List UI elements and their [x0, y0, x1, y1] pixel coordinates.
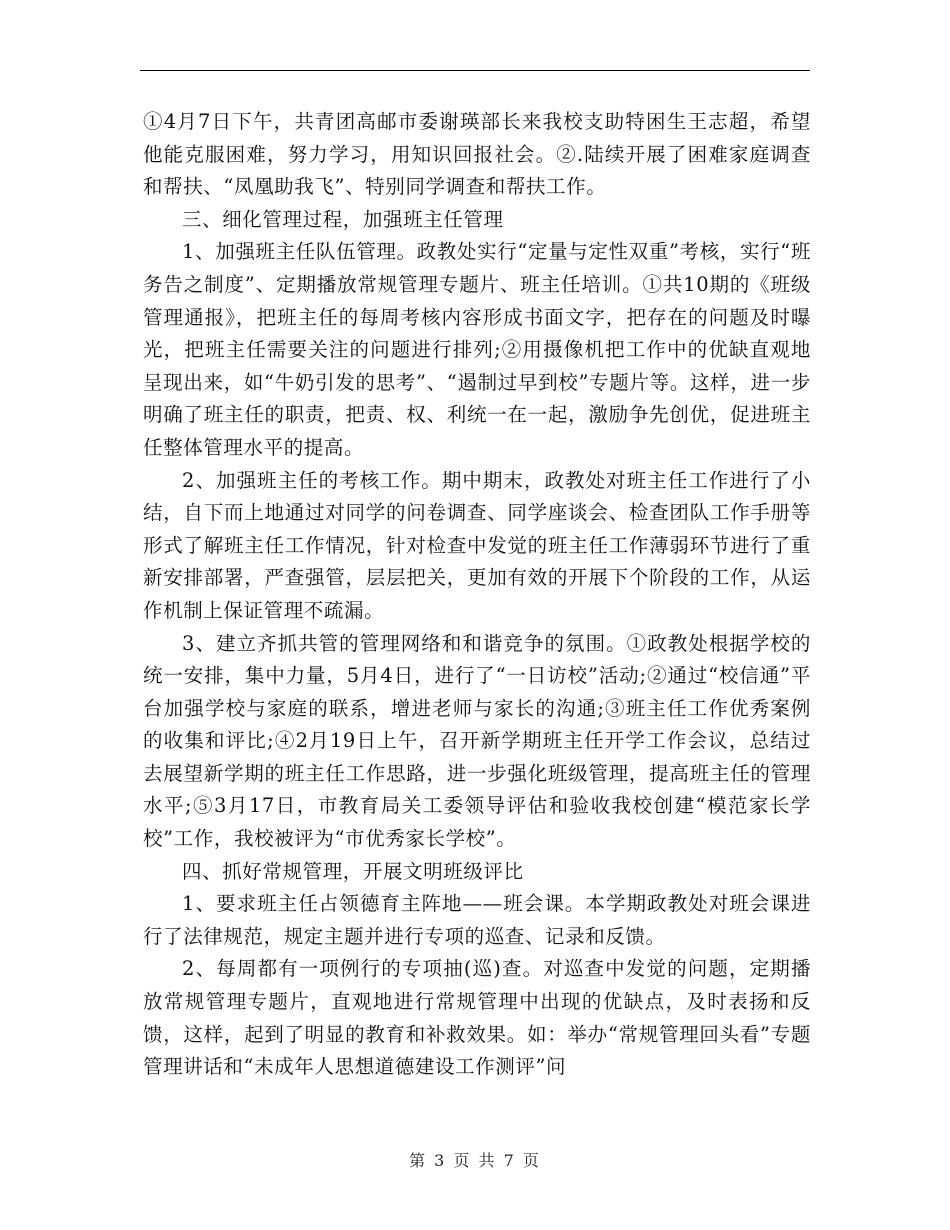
paragraph-network: 3、建立齐抓共管的管理网络和和谐竞争的氛围。①政教处根据学校的统一安排，集中力量，5月4日，进行了“一日访校”活动;②通过“校信通”平台加强学校与家庭的联系，增进老师与家长的沟通;③班主任工作优秀案例的收集和评比;④2月19日上午，召开新学期班主任开学工作会议，总结过去展望新学期的班主任工作思路，进一步强化班级管理，提高班主任的管理水平;⑤3月17日，市教育局关工委领导评估和验收我校创建“模范家长学校”工作，我校被评为“市优秀家长学校”。: [143, 631, 811, 851]
section-heading-4: 四、抓好常规管理，开展文明班级评比: [182, 859, 524, 883]
section-heading-3: 三、细化管理过程，加强班主任管理: [182, 207, 504, 231]
paragraph-weekly-inspection: 2、每周都有一项例行的专项抽(巡)查。对巡查中发觉的问题，定期播放常规管理专题片，直观地进行常规管理中出现的优缺点，及时表扬和反馈，这样，起到了明显的教育和补救效果。如：举办“常规管理回头看”专题管理讲话和“未成年人思想道德建设工作测评”问: [143, 957, 811, 1079]
document-body: [143, 106, 811, 1084]
paragraph-class-meeting: 1、要求班主任占领德育主阵地——班会课。本学期政教处对班会课进行了法律规范，规定主题并进行专项的巡查、记录和反馈。: [143, 892, 811, 948]
header-rule: [140, 70, 810, 71]
paragraph-help-poor-students: ①4月7日下午，共青团高邮市委谢瑛部长来我校支助特困生王志超，希望他能克服困难，努力学习，用知识回报社会。②.陆续开展了困难家庭调查和帮扶、“凤凰助我飞”、特别同学调查和帮扶工作。: [143, 110, 811, 199]
page-number-footer: 第 3 页 共 7 页: [409, 1151, 541, 1170]
paragraph-team-management: 1、加强班主任队伍管理。政教处实行“定量与定性双重”考核，实行“班务告之制度”、定期播放常规管理专题片、班主任培训。①共10期的《班级管理通报》，把班主任的每周考核内容形成书面文字，把存在的问题及时曝光，把班主任需要关注的问题进行排列;②用摄像机把工作中的优缺直观地呈现出来，如“牛奶引发的思考”、“遏制过早到校”专题片等。这样，进一步明确了班主任的职责，把责、权、利统一在一起，激励争先创优，促进班主任整体管理水平的提高。: [143, 240, 811, 459]
paragraph-assessment: 2、加强班主任的考核工作。期中期末，政教处对班主任工作进行了小结，自下而上地通过对同学的问卷调查、同学座谈会、检查团队工作手册等形式了解班主任工作情况，针对检查中发觉的班主任工作薄弱环节进行了重新安排部署，严查强管，层层把关，更加有效的开展下个阶段的工作，从运作机制上保证管理不疏漏。: [143, 468, 811, 622]
